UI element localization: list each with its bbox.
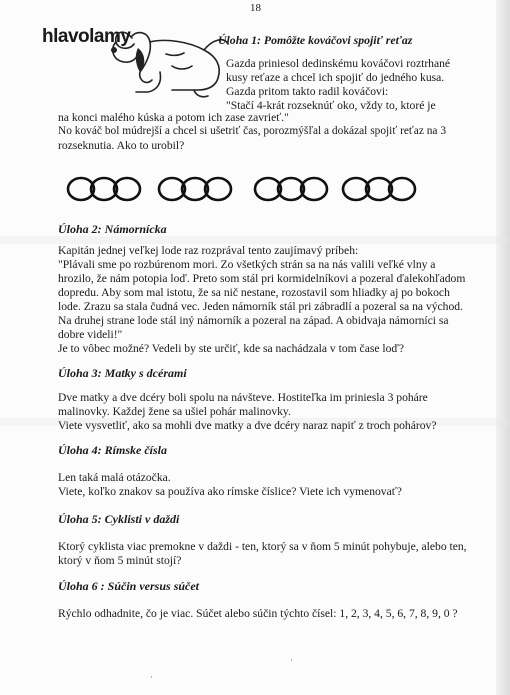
task2-line: Na druhej strane lode stál iný námorník a pozeral na západ. A obidvaja námorníci sa [58, 314, 449, 327]
logo [42, 20, 212, 115]
task1-line: kusy reťaze a chcel ich spojiť do jedného kusa. [226, 71, 445, 84]
task6-title: Úloha 6 : Súčin versus súčet [58, 579, 200, 593]
speck: · [150, 672, 153, 682]
task3-title: Úloha 3: Matky s dcérami [58, 366, 187, 380]
logo-text: hlavolamy [42, 26, 131, 47]
task4-line: Len taká malá otázočka. [58, 471, 171, 484]
task1-line: Gazda pritom takto radil kováčovi: [226, 85, 389, 98]
bleed-through [0, 236, 510, 244]
task1-line: rozseknutia. Ako to urobil? [58, 139, 185, 152]
task4-title: Úloha 4: Rímske čísla [58, 443, 168, 457]
task3-line: Viete vysvetliť, ako sa mohli dve matky a dve dcéry naraz napiť z troch pohárov? [58, 419, 437, 432]
task2-line: lode. Zrazu sa stala čudná vec. Jeden námorník stál pri zábradlí a pozeral sa na východ. [58, 300, 463, 313]
dog-illustration [102, 20, 232, 110]
task1-line: na konci malého kúska a potom ich zase zavrieť." [58, 111, 289, 124]
task6-line: Rýchlo odhadnite, čo je viac. Súčet alebo súčin týchto čísel: 1, 2, 3, 4, 5, 6, 7, 8, 9, 0 ? [58, 607, 458, 620]
task2-line: "Plávali sme po rozbúrenom mori. Zo všetkých strán sa na nás valili veľké vlny a [58, 258, 436, 271]
task5-line: ktorý v ňom 5 minút stojí? [58, 554, 182, 567]
speck: · [290, 655, 293, 665]
page-edge-shadow [496, 0, 510, 695]
task2-line: dopredu. Aby som mal istotu, že sa nič nestane, rozostavil som hliadky aj po bokoch [58, 286, 450, 299]
chain-piece [68, 178, 140, 200]
task1-title: Úloha 1: Pomôžte kováčovi spojiť reťaz [218, 33, 413, 47]
task2-line: dobre videli!" [58, 328, 123, 341]
page-number: 18 [250, 2, 261, 14]
task4-line: Viete, koľko znakov sa používa ako rímske číslice? Viete ich vymenovať? [58, 485, 402, 498]
task1-line: "Stačí 4-krát rozseknúť oko, vždy to, ktoré je [226, 99, 436, 112]
task2-title: Úloha 2: Námornícka [58, 222, 167, 236]
task3-line: malinovky. Každej žene sa ušiel pohár malinovky. [58, 405, 291, 418]
task5-title: Úloha 5: Cyklisti v daždi [58, 512, 180, 526]
task2-line: Je to vôbec možné? Vedeli by ste určiť, kde sa nachádzala v tom čase loď? [58, 342, 405, 355]
task2-line: Kapitán jednej veľkej lode raz rozprával tento zaujímavý príbeh: [58, 244, 359, 257]
task5-line: Ktorý cyklista viac premokne v daždi - ten, ktorý sa v ňom 5 minút pohybuje, alebo ten, [58, 540, 467, 553]
chain-pieces [66, 174, 466, 204]
task3-line: Dve matky a dve dcéry boli spolu na návšteve. Hostiteľka im priniesla 3 poháre [58, 391, 428, 404]
task2-line: hrozilo, že nám potopia loď. Preto som stál pri kormidelníkovi a pozeral ďalekohľadom [58, 272, 466, 285]
task1-line: No kováč bol múdrejší a chcel si ušetriť čas, porozmýšľal a dokázal spojiť reťaz na 3 [58, 125, 447, 137]
task1-line: Gazda priniesol dedinskému kováčovi roztrhané [226, 57, 451, 70]
